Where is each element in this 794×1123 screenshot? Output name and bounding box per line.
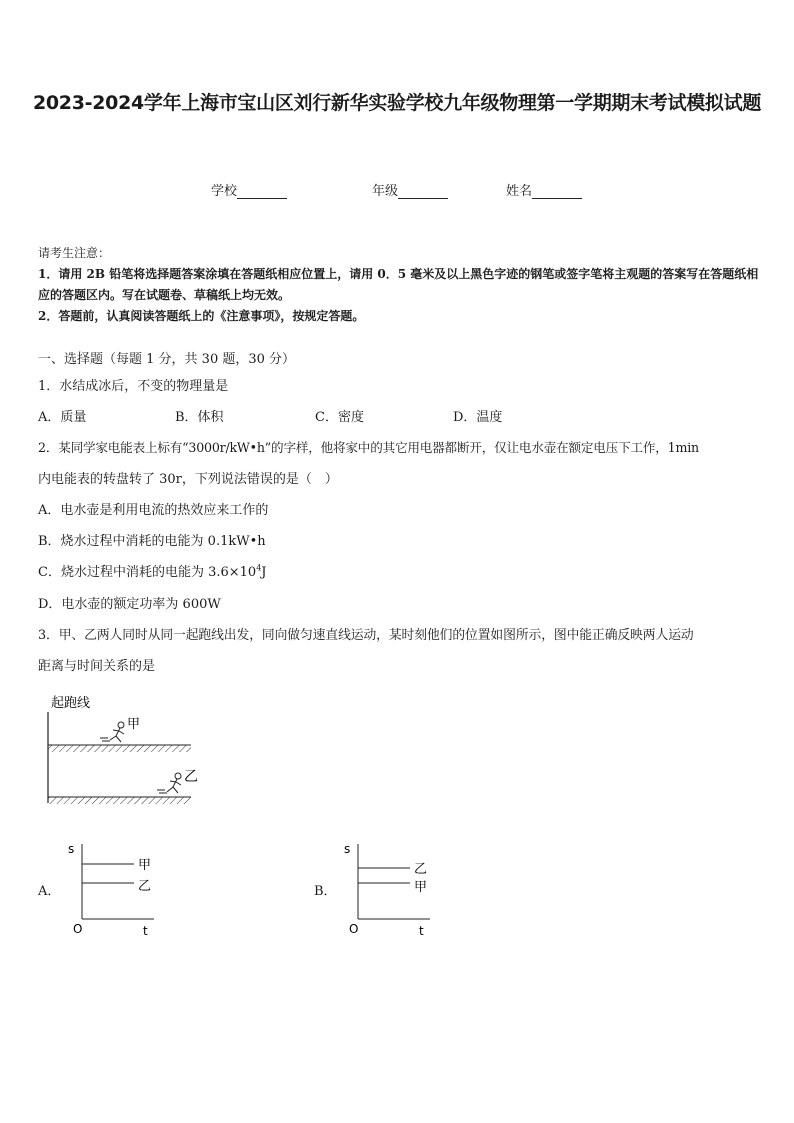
- graph-a-lower-label: 乙: [138, 879, 152, 894]
- graph-b-upper-label: 乙: [414, 862, 428, 877]
- q2-option-a: A．电水壶是利用电流的热效应来工作的: [38, 503, 269, 518]
- runner-a-label: 甲: [127, 717, 141, 732]
- q2-stem-line-1: 2．某同学家电能表上标有“3000r/kW•h”的字样，他将家中的其它用电器都断开，仅让电水壶在额定电压下工作，1min: [38, 440, 699, 455]
- notice-item-1: 1．请用 2B 铅笔将选择题答案涂填在答题纸相应位置上，请用 0．5 毫米及以上黑色字迹的钢笔或签字笔将主观题的答案写在答题纸相应的答题区内。写在试题卷、草稿纸上均无效。: [38, 267, 759, 302]
- notice-block: [38, 243, 762, 327]
- grade-label: 年级: [372, 184, 399, 199]
- name-label: 姓名: [506, 184, 533, 199]
- graph-a-upper-label: 甲: [138, 858, 152, 873]
- graph-b: [340, 838, 450, 943]
- q2-stem-line-2: 内电能表的转盘转了 30r，下列说法错误的是（ ）: [38, 472, 338, 487]
- section-heading: 一、选择题（每题 1 分，共 30 题，30 分）: [38, 352, 296, 367]
- q3-stem-line-1: 3．甲、乙两人同时从同一起跑线出发，同向做匀速直线运动，某时刻他们的位置如图所示，图中能正确反映两人运动: [38, 628, 694, 643]
- runner-b-icon: [157, 773, 181, 793]
- page-title: 2023-2024学年上海市宝山区刘行新华实验学校九年级物理第一学期期末考试模拟试题: [32, 92, 762, 114]
- graph-b-origin: O: [349, 922, 359, 936]
- school-label: 学校: [211, 184, 238, 199]
- q1-stem: 1．水结成冰后，不变的物理量是: [38, 379, 229, 394]
- q2-option-c-unit: J: [261, 565, 267, 580]
- q2-option-c-exponent: 4: [256, 563, 262, 573]
- lower-track-hatch: [48, 797, 191, 804]
- q3-stem-line-2: 距离与时间关系的是: [38, 659, 156, 674]
- q1-option-b: B．体积: [175, 410, 224, 425]
- graph-b-x-label: t: [419, 924, 424, 938]
- graph-a: [64, 838, 174, 943]
- track-figure: [38, 688, 208, 813]
- start-line-label: 起跑线: [51, 696, 91, 711]
- runner-a-icon: [100, 722, 124, 742]
- graph-a-origin: O: [73, 922, 83, 936]
- q2-option-c: [38, 561, 762, 580]
- grade-blank: [398, 184, 448, 199]
- name-field: [506, 180, 582, 199]
- q2-option-c-text: C．烧水过程中消耗的电能为 3.6×10: [38, 565, 257, 580]
- q2-option-d: D．电水壶的额定功率为 600W: [38, 597, 221, 612]
- q2-option-b: B．烧水过程中消耗的电能为 0.1kW•h: [38, 534, 266, 549]
- grade-field: [372, 180, 448, 199]
- graph-b-y-label: s: [344, 842, 351, 856]
- notice-heading: 请考生注意：: [38, 246, 111, 260]
- graph-a-y-label: s: [68, 842, 75, 856]
- q1-option-d: D．温度: [453, 410, 503, 425]
- graph-a-x-label: t: [143, 924, 148, 938]
- runner-b-label: 乙: [184, 769, 198, 785]
- q1-option-c: C．密度: [315, 410, 364, 425]
- notice-item-2: 2．答题前，认真阅读答题纸上的《注意事项》，按规定答题。: [38, 309, 365, 323]
- q3-option-b-label: B．: [314, 884, 337, 899]
- graph-b-lower-label: 甲: [414, 880, 428, 895]
- school-field: [211, 180, 287, 199]
- school-blank: [237, 184, 287, 199]
- name-blank: [532, 184, 582, 199]
- q1-option-a: A．质量: [38, 410, 87, 425]
- q3-option-a-label: A．: [38, 884, 61, 899]
- upper-track-hatch: [48, 745, 191, 752]
